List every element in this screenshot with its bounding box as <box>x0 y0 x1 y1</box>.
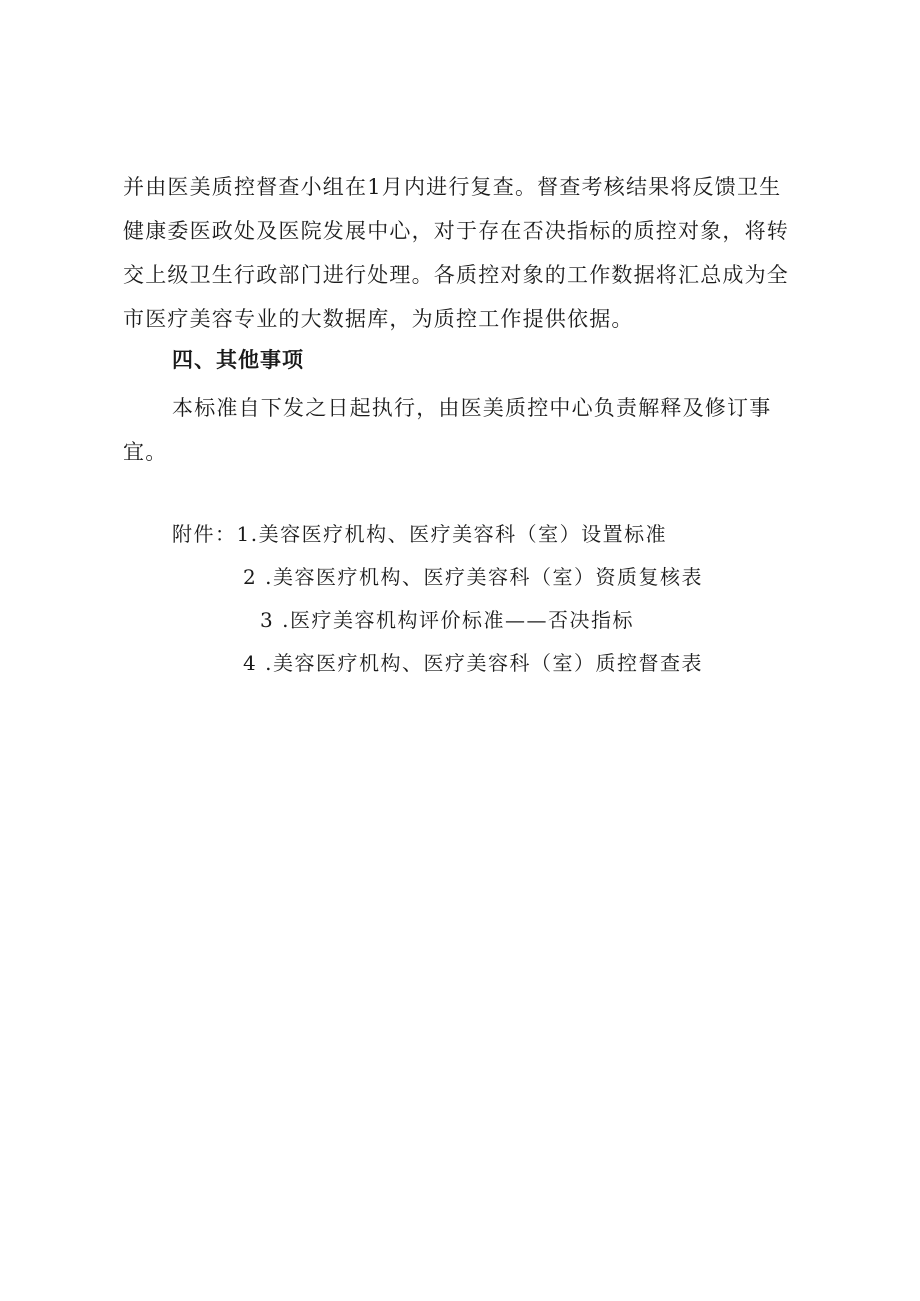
paragraph-review-process <box>123 165 807 341</box>
paragraph-line: 本标准自下发之日起执行，由医美质控中心负责解释及修订事 <box>172 396 772 420</box>
attachment-item-3: 3 .医疗美容机构评价标准——否决指标 <box>260 608 634 632</box>
attachment-item-1: 附件：1.美容医疗机构、医疗美容科（室）设置标准 <box>172 522 668 546</box>
attachment-item-4: 4 .美容医疗机构、医疗美容科（室）质控督查表 <box>243 651 703 675</box>
paragraph-line: 宜。 <box>123 440 168 464</box>
section-heading-other-matters: 四、其他事项 <box>172 348 304 372</box>
paragraph-effective-date <box>123 386 807 474</box>
attachment-item-2: 2 .美容医疗机构、医疗美容科（室）资质复核表 <box>243 565 703 589</box>
paragraph-line: 并由医美质控督查小组在1月内进行复查。督查考核结果将反馈卫生 <box>123 175 782 199</box>
paragraph-line: 健康委医政处及医院发展中心，对于存在否决指标的质控对象，将转 <box>123 219 789 243</box>
paragraph-line: 市医疗美容专业的大数据库，为质控工作提供依据。 <box>123 307 634 331</box>
paragraph-line: 交上级卫生行政部门进行处理。各质控对象的工作数据将汇总成为全 <box>123 263 789 287</box>
